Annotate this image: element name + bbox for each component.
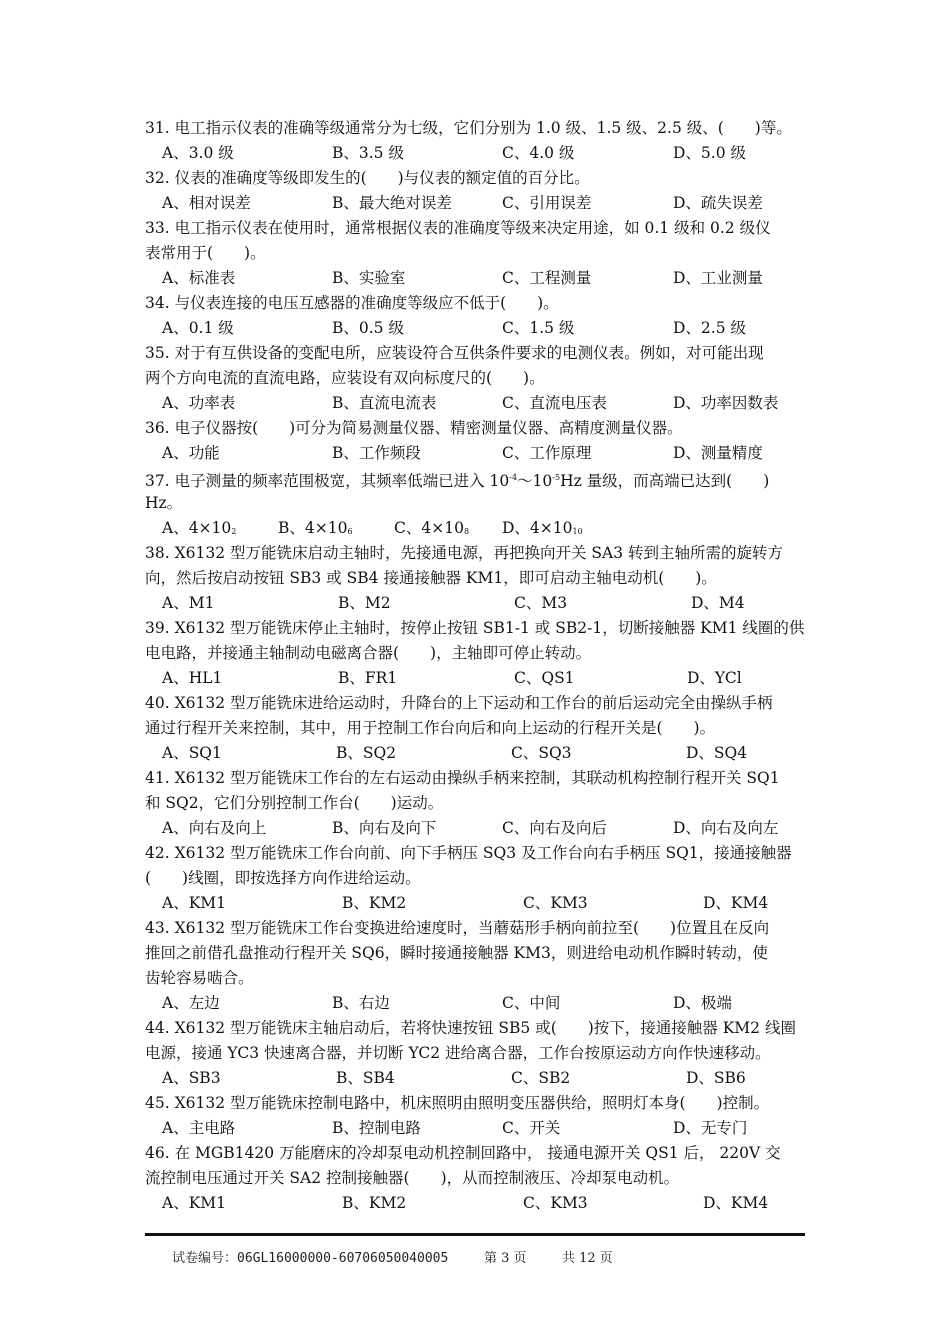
option-a: A、主电路 xyxy=(162,1119,236,1137)
option-d: D、5.0 级 xyxy=(673,144,747,162)
option-a: A、标准表 xyxy=(162,269,236,287)
option-c: C、SB2 xyxy=(511,1069,571,1087)
option-d: D、KM4 xyxy=(703,894,769,912)
question-43: 43. X6132 型万能铣床工作台变换进给速度时，当蘑菇形手柄向前拉至( )位置且在反向 xyxy=(145,919,770,937)
question-45: 45. X6132 型万能铣床控制电路中，机床照明由照明变压器供给，照明灯本身( )控制。 xyxy=(145,1094,770,1112)
option-a: A、功能 xyxy=(162,444,220,462)
option-a: A、功率表 xyxy=(162,394,236,412)
option-d: D、2.5 级 xyxy=(673,319,747,337)
option-d: D、疏失误差 xyxy=(673,194,763,212)
option-b: B、FR1 xyxy=(338,669,398,687)
question-35-cont: 两个方向电流的直流电路，应装设有双向标度尺的( )。 xyxy=(145,369,545,387)
option-c xyxy=(394,518,469,542)
question-44-cont: 电源，接通 YC3 快速离合器，并切断 YC2 进给离合器，工作台按原运动方向作快速移动。 xyxy=(145,1044,771,1062)
option-d: D、YCl xyxy=(687,669,742,687)
option-c-exponent: 8 xyxy=(463,527,470,536)
question-38-cont: 向，然后按启动按钮 SB3 或 SB4 接通接触器 KM1，即可启动主轴电动机( )。 xyxy=(145,569,717,587)
option-a xyxy=(162,518,236,542)
option-b xyxy=(278,518,353,542)
option-c: C、1.5 级 xyxy=(502,319,575,337)
option-b: B、M2 xyxy=(338,594,391,612)
option-b: B、KM2 xyxy=(342,894,407,912)
option-d: D、测量精度 xyxy=(673,444,763,462)
option-c: C、开关 xyxy=(502,1119,561,1137)
question-43-cont-2: 齿轮容易啮合。 xyxy=(145,969,254,987)
option-a: A、SB3 xyxy=(162,1069,221,1087)
footer-divider xyxy=(145,1233,805,1236)
question-39: 39. X6132 型万能铣床停止主轴时，按停止按钮 SB1-1 或 SB2-1，切断接触器 KM1 线圈的供 xyxy=(145,619,805,637)
option-d: D、功率因数表 xyxy=(673,394,779,412)
option-a: A、向右及向上 xyxy=(162,819,267,837)
option-d: D、工业测量 xyxy=(673,269,763,287)
option-d: D、向右及向左 xyxy=(673,819,779,837)
option-a-exponent: 2 xyxy=(231,527,237,536)
option-c: C、KM3 xyxy=(523,894,588,912)
question-44: 44. X6132 型万能铣床主轴启动后，若将快速按钮 SB5 或( )按下，接通接触器 KM2 线圈 xyxy=(145,1019,796,1037)
option-d xyxy=(502,518,583,542)
option-a: A、M1 xyxy=(162,594,215,612)
option-c: C、引用误差 xyxy=(502,194,592,212)
option-b-exponent: 6 xyxy=(347,527,353,536)
question-40-cont: 通过行程开关来控制，其中，用于控制工作台向后和向上运动的行程开关是( )。 xyxy=(145,719,716,737)
option-d: D、极端 xyxy=(673,994,732,1012)
option-b: B、向右及向下 xyxy=(332,819,437,837)
question-41: 41. X6132 型万能铣床工作台的左右运动由操纵手柄来控制，其联动机构控制行程开关 SQ1 xyxy=(145,769,780,787)
option-c: C、SQ3 xyxy=(511,744,572,762)
page-number: 第 3 页 xyxy=(484,1251,527,1266)
question-46-cont: 流控制电压通过开关 SA2 控制接触器( )，从而控制液压、冷却泵电动机。 xyxy=(145,1169,680,1187)
option-a: A、KM1 xyxy=(162,894,227,912)
question-41-cont: 和 SQ2，它们分别控制工作台( )运动。 xyxy=(145,794,444,812)
question-31: 31. 电工指示仪表的准确等级通常分为七级，它们分别为 1.0 级、1.5 级、2.5 级、( )等。 xyxy=(145,119,792,137)
option-b: B、实验室 xyxy=(332,269,406,287)
q37-exponent-1: -4 xyxy=(509,473,518,482)
option-b: B、0.5 级 xyxy=(332,319,404,337)
option-a: A、左边 xyxy=(162,994,220,1012)
option-d: D、KM4 xyxy=(703,1194,769,1212)
option-c: C、中间 xyxy=(502,994,561,1012)
option-c: C、直流电压表 xyxy=(502,394,607,412)
option-b: B、SB4 xyxy=(336,1069,395,1087)
option-d-base: D、4×10 xyxy=(502,519,573,537)
question-42: 42. X6132 型万能铣床工作台向前、向下手柄压 SQ3 及工作台向右手柄压 SQ1，接通接触器 xyxy=(145,844,792,862)
question-36: 36. 电子仪器按( )可分为简易测量仪器、精密测量仪器、高精度测量仪器。 xyxy=(145,419,683,437)
option-a: A、0.1 级 xyxy=(162,319,234,337)
question-32: 32. 仪表的准确度等级即发生的( )与仪表的额定值的百分比。 xyxy=(145,169,590,187)
option-b: B、控制电路 xyxy=(332,1119,421,1137)
question-37 xyxy=(145,468,810,491)
option-d: D、SB6 xyxy=(686,1069,746,1087)
question-46: 46. 在 MGB1420 万能磨床的冷却泵电动机控制回路中， 接通电源开关 QS1 后， 220V 交 xyxy=(145,1144,781,1162)
q37-text-start: 37. 电子测量的频率范围极宽，其频率低端已进入 10 xyxy=(145,472,510,490)
option-c-base: C、4×10 xyxy=(394,519,464,537)
q37-text-end: Hz 量级，而高端已达到( ) xyxy=(560,472,770,490)
option-d: D、M4 xyxy=(691,594,745,612)
paper-number: 试卷编号：06GL16000000-60706050040005 xyxy=(172,1251,449,1266)
option-b: B、SQ2 xyxy=(336,744,397,762)
option-c: C、4.0 级 xyxy=(502,144,575,162)
option-b: B、3.5 级 xyxy=(332,144,404,162)
option-b: B、最大绝对误差 xyxy=(332,194,452,212)
option-c: C、工程测量 xyxy=(502,269,592,287)
question-33: 33. 电工指示仪表在使用时，通常根据仪表的准确度等级来决定用途，如 0.1 级和 0.2 级仪 xyxy=(145,219,771,237)
option-a: A、HL1 xyxy=(162,669,223,687)
option-c: C、QS1 xyxy=(514,669,575,687)
option-d: D、SQ4 xyxy=(686,744,748,762)
option-a: A、SQ1 xyxy=(162,744,222,762)
option-b: B、右边 xyxy=(332,994,390,1012)
option-d-exponent: 10 xyxy=(572,527,583,536)
question-38: 38. X6132 型万能铣床启动主轴时，先接通电源，再把换向开关 SA3 转到主轴所需的旋转方 xyxy=(145,544,784,562)
option-c: C、工作原理 xyxy=(502,444,592,462)
option-d: D、无专门 xyxy=(673,1119,748,1137)
question-42-cont: ( )线圈，即按选择方向作进给运动。 xyxy=(145,869,421,887)
option-c: C、KM3 xyxy=(523,1194,588,1212)
question-37-cont: Hz。 xyxy=(145,494,183,512)
option-a: A、相对误差 xyxy=(162,194,251,212)
option-b-base: B、4×10 xyxy=(278,519,348,537)
question-35: 35. 对于有互供设备的变配电所，应装设符合互供条件要求的电测仪表。例如，对可能出现 xyxy=(145,344,764,362)
option-a: A、KM1 xyxy=(162,1194,227,1212)
option-b: B、直流电流表 xyxy=(332,394,437,412)
option-b: B、KM2 xyxy=(342,1194,407,1212)
q37-text-mid: ～10 xyxy=(517,472,553,490)
question-34: 34. 与仪表连接的电压互感器的准确度等级应不低于( )。 xyxy=(145,294,559,312)
option-a: A、3.0 级 xyxy=(162,144,234,162)
q37-exponent-2: -5 xyxy=(552,473,561,482)
option-a-base: A、4×10 xyxy=(162,519,232,537)
question-33-cont: 表常用于( )。 xyxy=(145,244,266,262)
option-c: C、M3 xyxy=(514,594,568,612)
option-c: C、向右及向后 xyxy=(502,819,607,837)
page-total: 共 12 页 xyxy=(562,1251,613,1266)
question-40: 40. X6132 型万能铣床进给运动时，升降台的上下运动和工作台的前后运动完全由操纵手柄 xyxy=(145,694,773,712)
question-39-cont: 电电路，并接通主轴制动电磁离合器( )，主轴即可停止转动。 xyxy=(145,644,592,662)
question-43-cont: 推回之前借孔盘推动行程开关 SQ6，瞬时接通接触器 KM3，则进给电动机作瞬时转动，使 xyxy=(145,944,768,962)
option-b: B、工作频段 xyxy=(332,444,421,462)
